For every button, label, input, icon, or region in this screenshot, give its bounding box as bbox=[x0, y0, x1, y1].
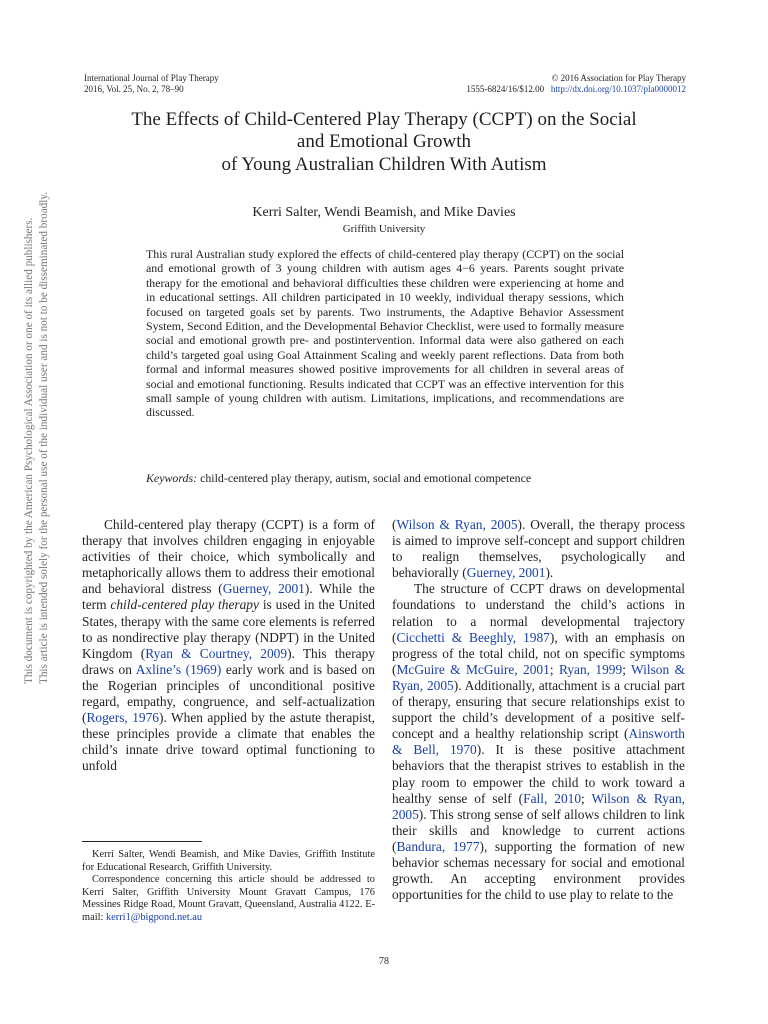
footnote-divider bbox=[82, 841, 202, 842]
email-link[interactable]: kerri1@bigpond.net.au bbox=[105, 911, 203, 923]
side-notice-line-2: This article is intended solely for the personal use of the individual user and is not to be disseminated broadly. bbox=[38, 191, 50, 684]
text-run: ), with an emphasis on progress of the total child, not on specific symptoms ( bbox=[392, 629, 685, 677]
authors: Kerri Salter, Wendi Beamish, and Mike Davies bbox=[252, 205, 516, 220]
title-line-3: of Young Australian Children With Autism bbox=[221, 153, 547, 175]
side-copyright-notice bbox=[22, 0, 52, 1024]
citation-link[interactable]: Cicchetti & Beeghly, 1987 bbox=[396, 629, 550, 645]
text-run: Child-centered play therapy (CCPT) is a form of therapy that involves children engaging in enjoyable activities of their choice, which symbolically and metaphorically allows them to address their emotional and behavioral distress ( bbox=[82, 517, 375, 597]
citation-link[interactable]: Ryan, 1999 bbox=[558, 661, 623, 677]
text-run: early work and is based on the Rogerian principles of unconditional positive regard, empathy, congruence, and self-actualization ( bbox=[82, 661, 376, 726]
text-run: ). While the term bbox=[82, 581, 375, 613]
doi-link[interactable]: http://dx.doi.org/10.1037/pla0000012 bbox=[550, 83, 686, 94]
citation-link[interactable]: Bandura, 1977 bbox=[396, 838, 480, 854]
text-run: ; bbox=[549, 661, 559, 677]
article-title bbox=[70, 109, 698, 176]
paragraph bbox=[392, 517, 685, 581]
citation-link[interactable]: Ryan & Courtney, 2009 bbox=[145, 645, 288, 661]
text-run: ; bbox=[622, 661, 632, 677]
citation-link[interactable]: Guerney, 2001 bbox=[466, 565, 546, 581]
body-right-column bbox=[392, 517, 685, 903]
text-run: The structure of CCPT draws on developmental foundations to understand the child’s actions in relation to a normal developmental trajectory ( bbox=[392, 581, 685, 645]
keywords-label: Keywords: bbox=[146, 471, 198, 485]
text-run: ). Overall, the therapy process is aimed to improve self-concept and support children to realign themselves, psychologically and behaviorally ( bbox=[392, 517, 685, 581]
citation-link[interactable]: Wilson & Ryan, 2005 bbox=[392, 790, 685, 822]
footnote-correspondence bbox=[82, 874, 375, 924]
side-notice-line-1: This document is copyrighted by the American Psychological Association or one of its allied publishers. bbox=[23, 217, 35, 684]
text-run: ), supporting the formation of new behavior schemas necessary for social and emotional growth. An accepting environment provides opportunities for the child to use play to relate to the bbox=[392, 838, 685, 903]
citation-link[interactable]: Wilson & Ryan, 2005 bbox=[396, 517, 518, 532]
keywords bbox=[146, 471, 624, 485]
citation-link[interactable]: Axline’s (1969) bbox=[135, 661, 222, 677]
journal-header-right bbox=[466, 73, 686, 94]
text-run: ). This therapy draws on bbox=[82, 645, 375, 677]
italic-term: child-centered play therapy bbox=[110, 597, 259, 613]
journal-name: International Journal of Play Therapy bbox=[84, 73, 219, 83]
issn: 1555-6824/16/$12.00 bbox=[466, 83, 545, 94]
keywords-text: child-centered play therapy, autism, social and emotional competence bbox=[200, 471, 532, 485]
page-number: 78 bbox=[379, 956, 389, 967]
title-line-1: The Effects of Child-Centered Play Therapy (CCPT) on the Social bbox=[131, 109, 637, 130]
text-run: ; bbox=[581, 790, 592, 806]
text-run: is used in the United States, therapy with the same core elements is referred to as nondirective play therapy (NDPT) in the United Kingdom ( bbox=[82, 597, 375, 661]
journal-header-left bbox=[84, 73, 219, 94]
author-footnote bbox=[82, 849, 375, 924]
citation-link[interactable]: Fall, 2010 bbox=[523, 790, 582, 806]
text-run: ). It is these positive attachment behaviors that the therapist strives to establish in the play room to empower the child to work toward a healthy sense of self ( bbox=[392, 742, 685, 806]
issn-doi-line bbox=[466, 84, 686, 95]
copyright-line: © 2016 Association for Play Therapy bbox=[551, 73, 686, 83]
abstract: This rural Australian study explored the effects of child-centered play therapy (CCPT) on the social and emotional growth of 3 young children with autism ages 4−6 years. Parents sought private therapy for the emotional and behavioral difficulties these children were experiencing at home and in educational settings. All children participated in 10 weekly, individual therapy sessions, which focused on targeted goals set by parents. Two instruments, the Adaptive Behavior Assessment System, Second Edition, and the Developmental Behavior Checklist, were used to formally measure social and emotional growth pre- and postintervention. Informal data were also gathered on each child’s targeted goal using Goal Attainment Scaling and weekly parent reflections. Data from both formal and informal measures showed positive improvements for all children in several areas of social and emotional functioning. Results indicated that CCPT was an effective intervention for this small sample of young children with autism. Limitations, implications, and recommendations are discussed. bbox=[146, 247, 624, 420]
title-line-2: and Emotional Growth bbox=[296, 131, 472, 153]
citation-link[interactable]: Guerney, 2001 bbox=[222, 581, 305, 597]
citation-link[interactable]: Wilson & Ryan, 2005 bbox=[392, 661, 685, 693]
text-run: Correspondence concerning this article should be addressed to Kerri Salter, Griffith University Mount Gravatt Campus, 176 Messines Ridge Road, Mount Gravatt, Queensland, Australia 4122. E-mail: bbox=[82, 874, 375, 923]
volume-line: 2016, Vol. 25, No. 2, 78–90 bbox=[84, 83, 184, 94]
citation-link[interactable]: McGuire & McGuire, 2001 bbox=[396, 661, 550, 677]
citation-link[interactable]: Ainsworth & Bell, 1970 bbox=[392, 726, 685, 758]
affiliation: Griffith University bbox=[342, 223, 426, 235]
paragraph bbox=[392, 581, 685, 903]
text-run: ). This strong sense of self allows children to link their skills and knowledge to current actions ( bbox=[392, 806, 685, 854]
text-run: ( bbox=[392, 517, 397, 532]
paragraph bbox=[82, 517, 375, 775]
text-run: ). When applied by the astute therapist, these principles provide a climate that enables the child’s innate drive toward optimal functioning to unfold bbox=[82, 710, 375, 774]
text-run: ). Additionally, attachment is a crucial part of therapy, ensuring that secure relationships exist to support the child’s development of a positive self-concept and a healthy relationship script ( bbox=[392, 677, 685, 742]
footnote-affiliation: Kerri Salter, Wendi Beamish, and Mike Davies, Griffith Institute for Educational Research, Griffith University. bbox=[82, 849, 375, 873]
citation-link[interactable]: Rogers, 1976 bbox=[86, 710, 159, 726]
text-run: ). bbox=[545, 565, 554, 581]
body-left-column bbox=[82, 517, 375, 775]
